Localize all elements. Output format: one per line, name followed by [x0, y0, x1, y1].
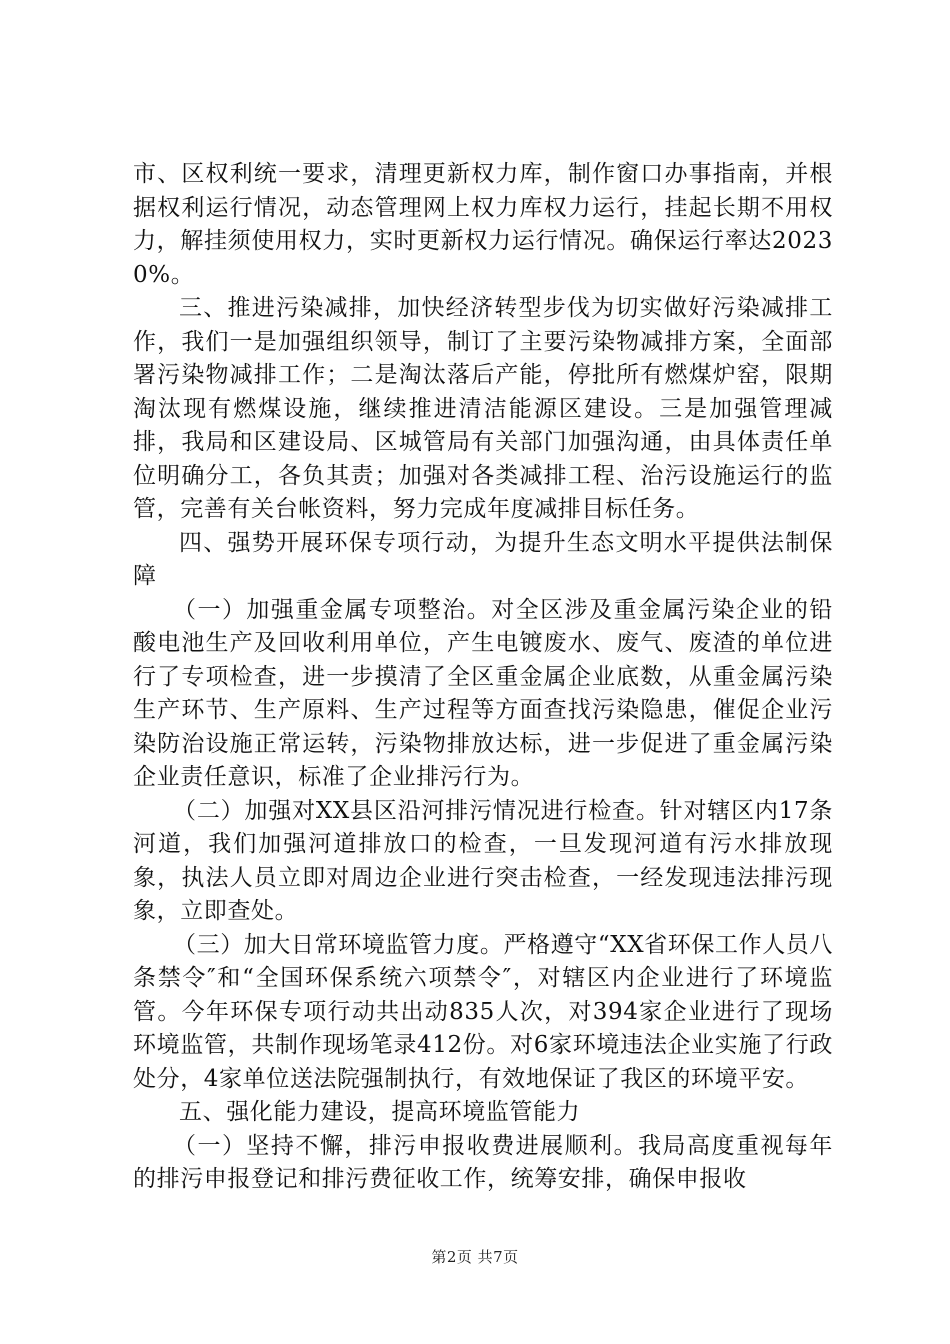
paragraph-section-five-heading: 五、强化能力建设，提高环境监管能力 — [179, 1099, 581, 1125]
paragraph-pollution-declaration: （一）坚持不懈，排污申报收费进展顺利。我局高度重视每年的排污申报登记和排污费征收工作，统筹安排，确保申报收 — [133, 1132, 833, 1192]
page-number-footer: 第2页 共7页 — [431, 1248, 519, 1266]
paragraph-daily-supervision: （三）加大日常环境监管力度。严格遵守“XX省环保工作人员八条禁令″和“全国环保系统六项禁令″，对辖区内企业进行了环境监管。今年环保专项行动共出动835人次，对394家企业进行了现场环境监管，共制作现场笔录412份。对6家环境违法企业实施了行政处分，4家单位送法院强制执行，有效地保证了我区的环境平安。 — [133, 931, 833, 1092]
paragraph-heavy-metal: （一）加强重金属专项整治。对全区涉及重金属污染企业的铅酸电池生产及回收利用单位，产生电镀废水、废气、废渣的单位进行了专项检查，进一步摸清了全区重金属企业底数，从重金属污染生产环节、生产原料、生产过程等方面查找污染隐患，催促企业污染防治设施正常运转，污染物排放达标，进一步促进了重金属污染企业责任意识，标准了企业排污行为。 — [133, 596, 833, 790]
paragraph-section-three: 三、推进污染减排，加快经济转型步伐为切实做好污染减排工作，我们一是加强组织领导，制订了主要污染物减排方案，全面部署污染物减排工作；二是淘汰落后产能，停批所有燃煤炉窑，限期淘汰现有燃煤设施，继续推进清洁能源区建设。三是加强管理减排，我局和区建设局、区城管局有关部门加强沟通，由具体责任单位明确分工，各负其责；加强对各类减排工程、治污设施运行的监管，完善有关台帐资料，努力完成年度减排目标任务。 — [133, 295, 833, 522]
paragraph-river-inspection: （二）加强对XX县区沿河排污情况进行检查。针对辖区内17条河道，我们加强河道排放口的检查，一旦发现河道有污水排放现象，执法人员立即对周边企业进行突击检查，一经发现违法排污现象，立即查处。 — [133, 797, 833, 924]
paragraph-continuation: 市、区权利统一要求，清理更新权力库，制作窗口办事指南，并根据权利运行情况，动态管理网上权力库权力运行，挂起长期不用权力，解挂须使用权力，实时更新权力运行情况。确保运行率达20230%。 — [133, 161, 833, 288]
document-body — [133, 158, 833, 1197]
paragraph-section-four-heading: 四、强势开展环保专项行动，为提升生态文明水平提供法制保障 — [133, 529, 833, 589]
